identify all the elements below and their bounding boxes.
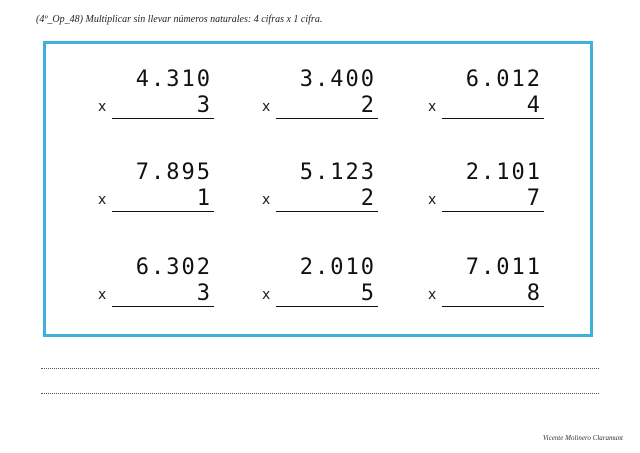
answer-line xyxy=(442,306,544,307)
multiplicand: 6.302 xyxy=(135,255,212,280)
times-symbol: x xyxy=(428,99,437,115)
multiplier: 2 xyxy=(360,186,374,211)
worksheet-title: (4º_Op_48) Multiplicar sin llevar números naturales: 4 cifras x 1 cifra. xyxy=(36,14,323,25)
answer-line xyxy=(276,118,378,119)
answer-line xyxy=(112,211,214,212)
times-symbol: x xyxy=(98,287,107,303)
times-symbol: x xyxy=(262,287,271,303)
multiplicand: 2.010 xyxy=(299,255,376,280)
multiplier: 2 xyxy=(360,93,374,118)
answer-line xyxy=(112,118,214,119)
times-symbol: x xyxy=(98,99,107,115)
writing-line xyxy=(41,368,599,369)
author-credit: Vicente Molinero Claramunt xyxy=(542,434,623,442)
problem-9 xyxy=(428,256,548,316)
multiplicand: 5.123 xyxy=(299,160,376,185)
multiplier: 1 xyxy=(196,186,210,211)
multiplicand: 7.895 xyxy=(135,160,212,185)
writing-line xyxy=(41,393,599,394)
multiplicand: 3.400 xyxy=(299,67,376,92)
problem-7 xyxy=(98,256,218,316)
times-symbol: x xyxy=(262,99,271,115)
times-symbol: x xyxy=(262,192,271,208)
problem-4 xyxy=(98,161,218,221)
answer-line xyxy=(276,306,378,307)
multiplicand: 6.012 xyxy=(465,67,542,92)
multiplier: 8 xyxy=(526,281,540,306)
times-symbol: x xyxy=(428,287,437,303)
times-symbol: x xyxy=(428,192,437,208)
problem-2 xyxy=(262,68,382,128)
problem-8 xyxy=(262,256,382,316)
multiplicand: 2.101 xyxy=(465,160,542,185)
multiplier: 4 xyxy=(526,93,540,118)
multiplier: 7 xyxy=(526,186,540,211)
times-symbol: x xyxy=(98,192,107,208)
problem-5 xyxy=(262,161,382,221)
answer-line xyxy=(276,211,378,212)
problem-6 xyxy=(428,161,548,221)
multiplicand: 4.310 xyxy=(135,67,212,92)
multiplier: 5 xyxy=(360,281,374,306)
multiplier: 3 xyxy=(196,281,210,306)
answer-line xyxy=(112,306,214,307)
multiplier: 3 xyxy=(196,93,210,118)
answer-line xyxy=(442,118,544,119)
problem-1 xyxy=(98,68,218,128)
multiplicand: 7.011 xyxy=(465,255,542,280)
answer-line xyxy=(442,211,544,212)
problem-3 xyxy=(428,68,548,128)
